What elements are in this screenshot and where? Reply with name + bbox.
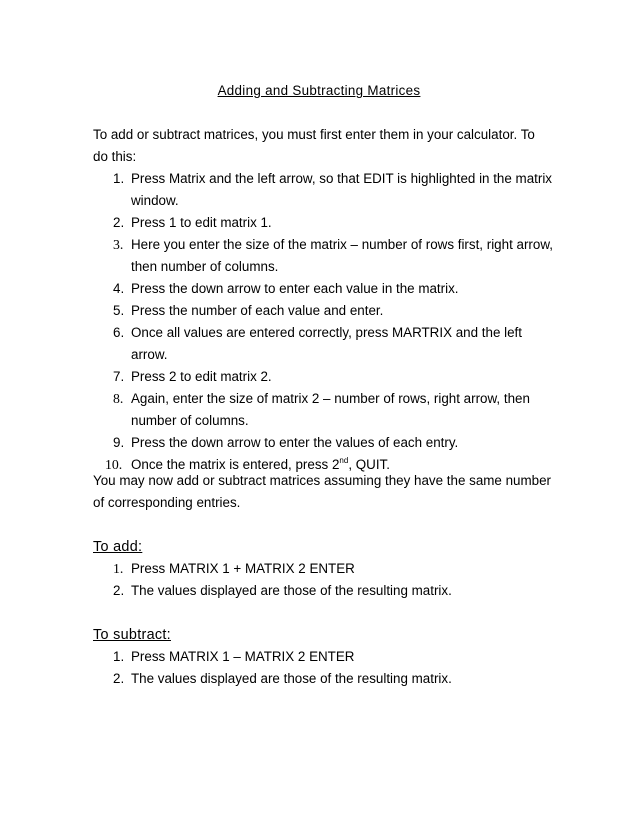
step-number: 5. [113,303,125,318]
closing-paragraph: You may now add or subtract matrices assuming they have the same number of corresponding entries. [93,473,551,510]
step-text-end: , QUIT. [348,457,390,472]
step-text: Press the down arrow to enter the values of each entry. [131,435,459,450]
step-number: 4. [113,281,125,296]
step-number: 10. [105,457,123,472]
list-item [93,212,553,234]
list-item [93,300,553,322]
step-number: 1. [113,561,124,576]
list-item [93,388,553,432]
step-number: 9. [113,435,125,450]
list-item [93,278,553,300]
page-title: Adding and Subtracting Matrices [217,83,421,98]
step-number: 1. [113,171,125,186]
step-text: Press the down arrow to enter each value in the matrix. [131,281,459,296]
list-item [93,580,553,602]
ordinal-suffix: nd [339,456,349,465]
step-text: Again, enter the size of matrix 2 – number of rows, right arrow, then number of columns. [131,391,530,428]
step-text: Press Matrix and the left arrow, so that EDIT is highlighted in the matrix window. [131,171,553,208]
list-item [93,168,553,212]
step-text: Press 2 to edit matrix 2. [131,369,272,384]
list-item [93,646,553,668]
step-number: 7. [113,369,125,384]
list-item [93,322,553,366]
step-number: 3. [113,237,124,252]
list-item [93,558,553,580]
step-number: 1. [113,649,125,664]
step-number: 2. [113,671,125,686]
list-item [93,432,553,454]
step-text: Press MATRIX 1 + MATRIX 2 ENTER [131,561,355,576]
add-steps-list [93,558,553,602]
subtract-steps-list [93,646,553,690]
list-item [93,668,553,690]
step-text: Press 1 to edit matrix 1. [131,215,272,230]
add-section-heading: To add: [93,539,143,555]
step-number: 8. [113,391,124,406]
step-text: Here you enter the size of the matrix – number of rows first, right arrow, then number of columns. [131,237,553,274]
step-number: 6. [113,325,125,340]
step-text: Once the matrix is entered, press 2 [131,457,340,472]
list-item [93,234,553,278]
intro-paragraph: To add or subtract matrices, you must first enter them in your calculator. To do this: [93,127,535,164]
entry-steps-list [93,168,553,476]
step-text: Press the number of each value and enter. [131,303,384,318]
list-item [93,366,553,388]
step-number: 2. [113,215,125,230]
step-text: The values displayed are those of the resulting matrix. [131,671,452,686]
step-text: The values displayed are those of the resulting matrix. [131,583,452,598]
step-text: Press MATRIX 1 – MATRIX 2 ENTER [131,649,355,664]
step-number: 2. [113,583,125,598]
subtract-section-heading: To subtract: [93,627,171,643]
step-text: Once all values are entered correctly, press MARTRIX and the left arrow. [131,325,522,362]
